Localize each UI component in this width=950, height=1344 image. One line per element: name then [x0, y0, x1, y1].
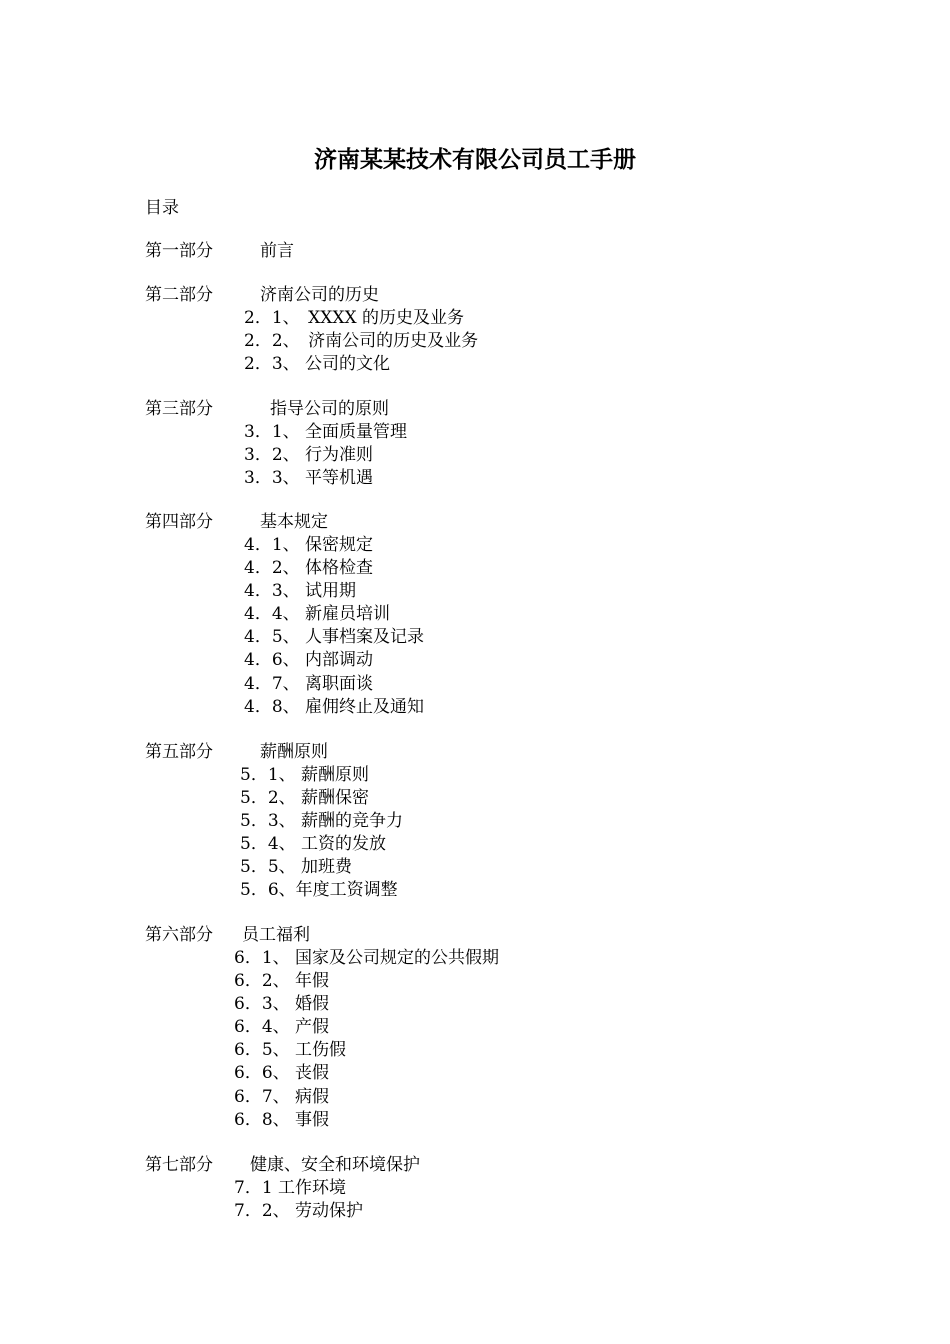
toc-item: 2．3、 公司的文化 — [244, 354, 391, 374]
section-heading: 第一部分 — [145, 241, 213, 261]
toc-item: 4．7、 离职面谈 — [244, 674, 374, 694]
toc-item: 6．2、 年假 — [234, 971, 330, 991]
section-name: 前言 — [260, 241, 294, 261]
section-heading: 第三部分 — [145, 399, 213, 419]
toc-item: 6．7、 病假 — [234, 1087, 330, 1107]
toc-item: 6．4、 产假 — [234, 1017, 330, 1037]
toc-item: 6．8、 事假 — [234, 1110, 330, 1130]
toc-item: 4．5、 人事档案及记录 — [244, 627, 425, 647]
toc-item: 7．1 工作环境 — [234, 1178, 347, 1198]
section-name: 健康、安全和环境保护 — [250, 1155, 420, 1175]
toc-item: 6．5、 工伤假 — [234, 1040, 347, 1060]
section-heading: 第二部分 — [145, 285, 213, 305]
section-heading: 第六部分 — [145, 925, 213, 945]
toc-item: 5．6、年度工资调整 — [240, 880, 398, 900]
section-name: 济南公司的历史 — [260, 285, 379, 305]
section-heading: 第四部分 — [145, 512, 213, 532]
toc-item: 4．6、 内部调动 — [244, 650, 374, 670]
toc-item: 4．8、 雇佣终止及通知 — [244, 697, 425, 717]
toc-label: 目录 — [145, 198, 179, 218]
toc-item: 4．1、 保密规定 — [244, 535, 374, 555]
section-name: 基本规定 — [260, 512, 328, 532]
toc-item: 6．3、 婚假 — [234, 994, 330, 1014]
toc-item: 4．3、 试用期 — [244, 581, 357, 601]
toc-item: 3．2、 行为准则 — [244, 445, 374, 465]
toc-item: 2．1、 XXXX 的历史及业务 — [244, 308, 464, 328]
toc-item: 6．6、 丧假 — [234, 1063, 330, 1083]
toc-item: 3．3、 平等机遇 — [244, 468, 374, 488]
section-heading: 第五部分 — [145, 742, 213, 762]
toc-item: 3．1、 全面质量管理 — [244, 422, 408, 442]
toc-item: 2．2、 济南公司的历史及业务 — [244, 331, 479, 351]
section-heading: 第七部分 — [145, 1155, 213, 1175]
toc-item: 5．2、 薪酬保密 — [240, 788, 370, 808]
toc-item: 5．1、 薪酬原则 — [240, 765, 370, 785]
toc-item: 7．2、 劳动保护 — [234, 1201, 364, 1221]
toc-item: 5．5、 加班费 — [240, 857, 353, 877]
toc-item: 6．1、 国家及公司规定的公共假期 — [234, 948, 500, 968]
toc-item: 4．2、 体格检查 — [244, 558, 374, 578]
section-name: 薪酬原则 — [260, 742, 328, 762]
section-name: 员工福利 — [242, 925, 310, 945]
document-title: 济南某某技术有限公司员工手册 — [314, 147, 636, 173]
toc-item: 4．4、 新雇员培训 — [244, 604, 391, 624]
toc-item: 5．4、 工资的发放 — [240, 834, 387, 854]
section-name: 指导公司的原则 — [270, 399, 389, 419]
toc-item: 5．3、 薪酬的竞争力 — [240, 811, 404, 831]
